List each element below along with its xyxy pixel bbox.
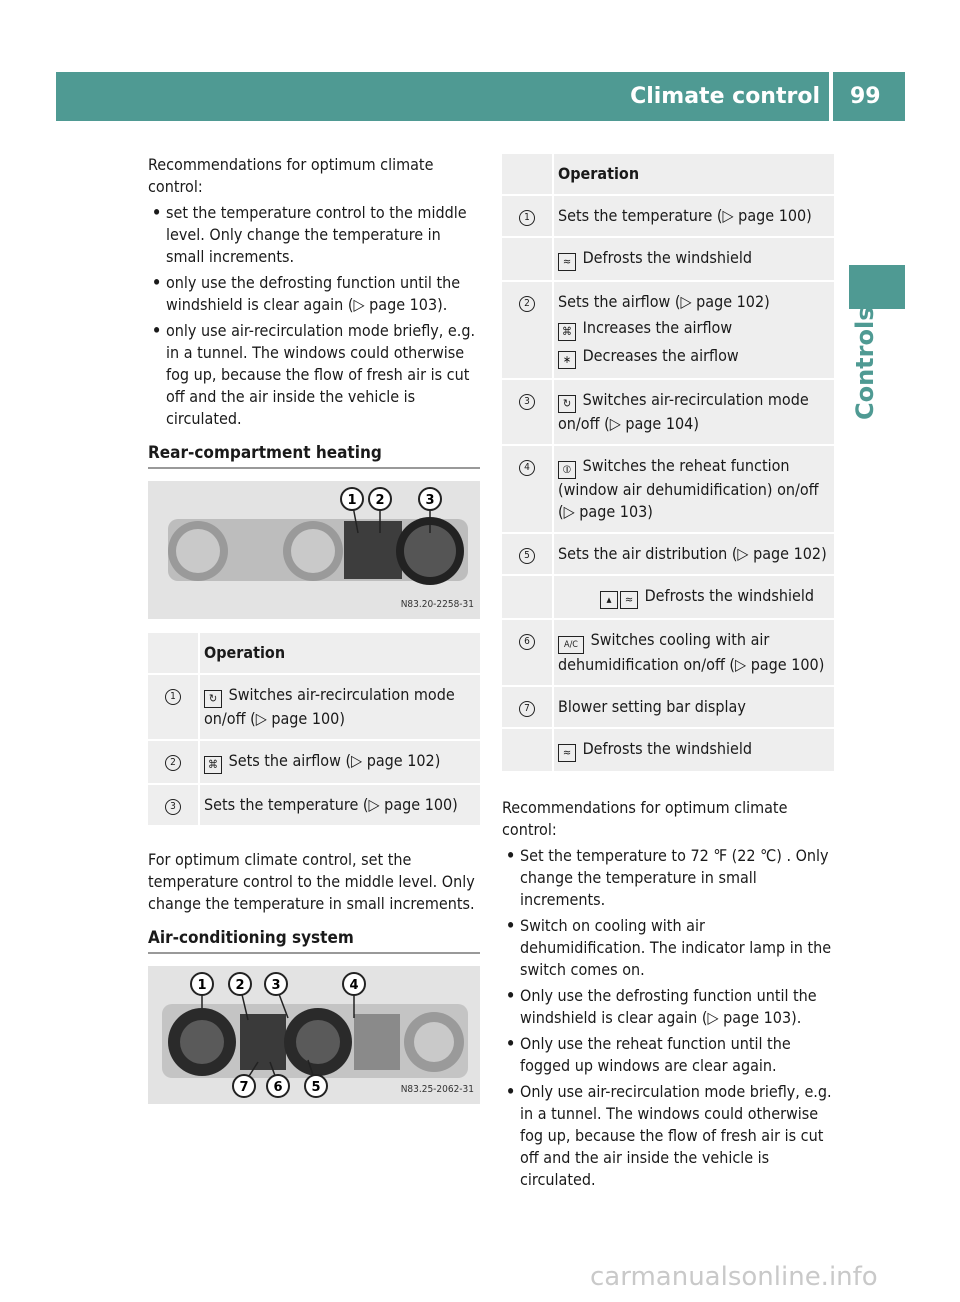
row-text: Sets the temperature (▷ page 100) bbox=[199, 784, 480, 826]
recs-intro: Recommendations for optimum climate control: bbox=[502, 798, 788, 839]
rear-heading: Rear-compartment heating bbox=[148, 442, 480, 469]
list-item: • only use the defrosting function until the windshield is clear again (▷ page 103). bbox=[148, 272, 480, 316]
number-marker: 2 bbox=[519, 296, 535, 312]
table-row bbox=[148, 784, 480, 826]
row-text: Switches air-recirculation mode on/off (▷ page 100) bbox=[204, 685, 455, 728]
number-marker: 2 bbox=[165, 755, 181, 771]
table-row bbox=[148, 740, 480, 784]
ac-operation-table bbox=[502, 154, 834, 773]
defrost-icon: ≈ bbox=[620, 591, 638, 609]
number-marker: 1 bbox=[165, 689, 181, 705]
number-marker: 6 bbox=[519, 634, 535, 650]
windshield-vent-icon: ▴ bbox=[600, 591, 618, 609]
table-header-row bbox=[502, 154, 834, 195]
table-row bbox=[502, 195, 834, 237]
rear-operation-table bbox=[148, 633, 480, 827]
row-text: Sets the airflow (▷ page 102) bbox=[228, 751, 441, 770]
row-subtext: Increases the airflow bbox=[582, 318, 733, 337]
row-text: Defrosts the windshield bbox=[582, 248, 753, 267]
defrost-icon: ≈ bbox=[558, 744, 576, 762]
side-tab-marker bbox=[849, 265, 905, 309]
rear-heating-figure bbox=[148, 481, 480, 619]
ac-heading: Air-conditioning system bbox=[148, 927, 480, 954]
number-marker: 5 bbox=[519, 548, 535, 564]
callout-5: 5 bbox=[311, 1080, 321, 1095]
table-row bbox=[502, 281, 834, 379]
side-tab-label: Controls bbox=[851, 306, 879, 420]
row-text: Defrosts the windshield bbox=[582, 739, 753, 758]
row-text: Sets the airflow (▷ page 102) bbox=[558, 292, 770, 311]
number-marker: 3 bbox=[165, 799, 181, 815]
row-text: Sets the air distribution (▷ page 102) bbox=[553, 533, 834, 575]
callout-2: 2 bbox=[235, 978, 245, 993]
row-subtext: Decreases the airflow bbox=[582, 346, 739, 365]
table-row bbox=[502, 575, 834, 619]
header-separator bbox=[829, 72, 833, 121]
table-row bbox=[502, 686, 834, 728]
callout-1: 1 bbox=[197, 978, 207, 993]
number-marker: 3 bbox=[519, 394, 535, 410]
list-item: • Set the temperature to 72 ℉ (22 ℃) . Only change the temperature in small increments. bbox=[502, 845, 834, 911]
row-text: Switches cooling with air dehumidification on/off (▷ page 100) bbox=[558, 630, 825, 674]
row-text: Defrosts the windshield bbox=[644, 586, 815, 605]
left-column bbox=[148, 154, 480, 1104]
fan-icon: ⌘ bbox=[204, 756, 222, 774]
page-title: Climate control bbox=[630, 84, 820, 109]
table-row bbox=[502, 619, 834, 686]
intro-text: Recommendations for optimum climate control: bbox=[148, 155, 434, 196]
left-recommendations bbox=[148, 202, 480, 430]
table-row bbox=[502, 379, 834, 445]
list-item: • set the temperature control to the middle level. Only change the temperature in small increments. bbox=[148, 202, 480, 268]
watermark: carmanualsonline.info bbox=[590, 1262, 878, 1292]
ac-icon: A/C bbox=[558, 636, 584, 654]
fan-increase-icon: ⌘ bbox=[558, 323, 576, 341]
table-row bbox=[148, 674, 480, 740]
climate-paragraph: For optimum climate control, set the temperature control to the middle level. Only change the temperature in small increments. bbox=[148, 850, 475, 913]
list-item: • Only use air-recirculation mode briefly, e.g. in a tunnel. The windows could otherwise fog up, because the flow of fresh air is cut off and the air inside the vehicle is circulated. bbox=[502, 1081, 834, 1191]
number-marker: 4 bbox=[519, 460, 535, 476]
figure-caption: N83.20-2258-31 bbox=[400, 599, 474, 610]
fan-decrease-icon: ∗ bbox=[558, 351, 576, 369]
ac-figure bbox=[148, 966, 480, 1104]
row-text: Blower setting bar display bbox=[553, 686, 834, 728]
recirc-icon: ↻ bbox=[204, 690, 222, 708]
recirc-icon: ↻ bbox=[558, 395, 576, 413]
row-text: Switches the reheat function (window air dehumidification) on/off (▷ page 103) bbox=[558, 456, 819, 521]
table-header: Operation bbox=[199, 633, 480, 674]
callout-4: 4 bbox=[349, 978, 359, 993]
list-item: • Only use the reheat function until the fogged up windows are clear again. bbox=[502, 1033, 834, 1077]
table-header-row bbox=[148, 633, 480, 674]
table-header: Operation bbox=[553, 154, 834, 195]
figure-caption: N83.25-2062-31 bbox=[400, 1084, 474, 1095]
list-item: • Switch on cooling with air dehumidification. The indicator lamp in the switch comes on. bbox=[502, 915, 834, 981]
right-recommendations bbox=[502, 845, 834, 1191]
callout-2: 2 bbox=[375, 493, 385, 508]
table-row bbox=[502, 533, 834, 575]
row-text: Sets the temperature (▷ page 100) bbox=[553, 195, 834, 237]
page-number: 99 bbox=[850, 84, 881, 109]
reheat-icon: ⦶ bbox=[558, 461, 576, 479]
list-item: • only use air-recirculation mode briefly, e.g. in a tunnel. The windows could otherwise fog up, because the flow of fresh air is cut off and the air inside the vehicle is circulated. bbox=[148, 320, 480, 430]
callout-6: 6 bbox=[273, 1080, 283, 1095]
defrost-icon: ≈ bbox=[558, 253, 576, 271]
table-row bbox=[502, 237, 834, 281]
callout-3: 3 bbox=[425, 493, 435, 508]
number-marker: 1 bbox=[519, 210, 535, 226]
row-text: Switches air-recirculation mode on/off (▷ page 104) bbox=[558, 390, 809, 433]
callout-1: 1 bbox=[347, 493, 357, 508]
list-item: • Only use the defrosting function until the windshield is clear again (▷ page 103). bbox=[502, 985, 834, 1029]
table-row bbox=[502, 728, 834, 772]
callout-7: 7 bbox=[239, 1080, 249, 1095]
callout-3: 3 bbox=[271, 978, 281, 993]
number-marker: 7 bbox=[519, 701, 535, 717]
right-column bbox=[502, 154, 834, 1195]
table-row bbox=[502, 445, 834, 533]
